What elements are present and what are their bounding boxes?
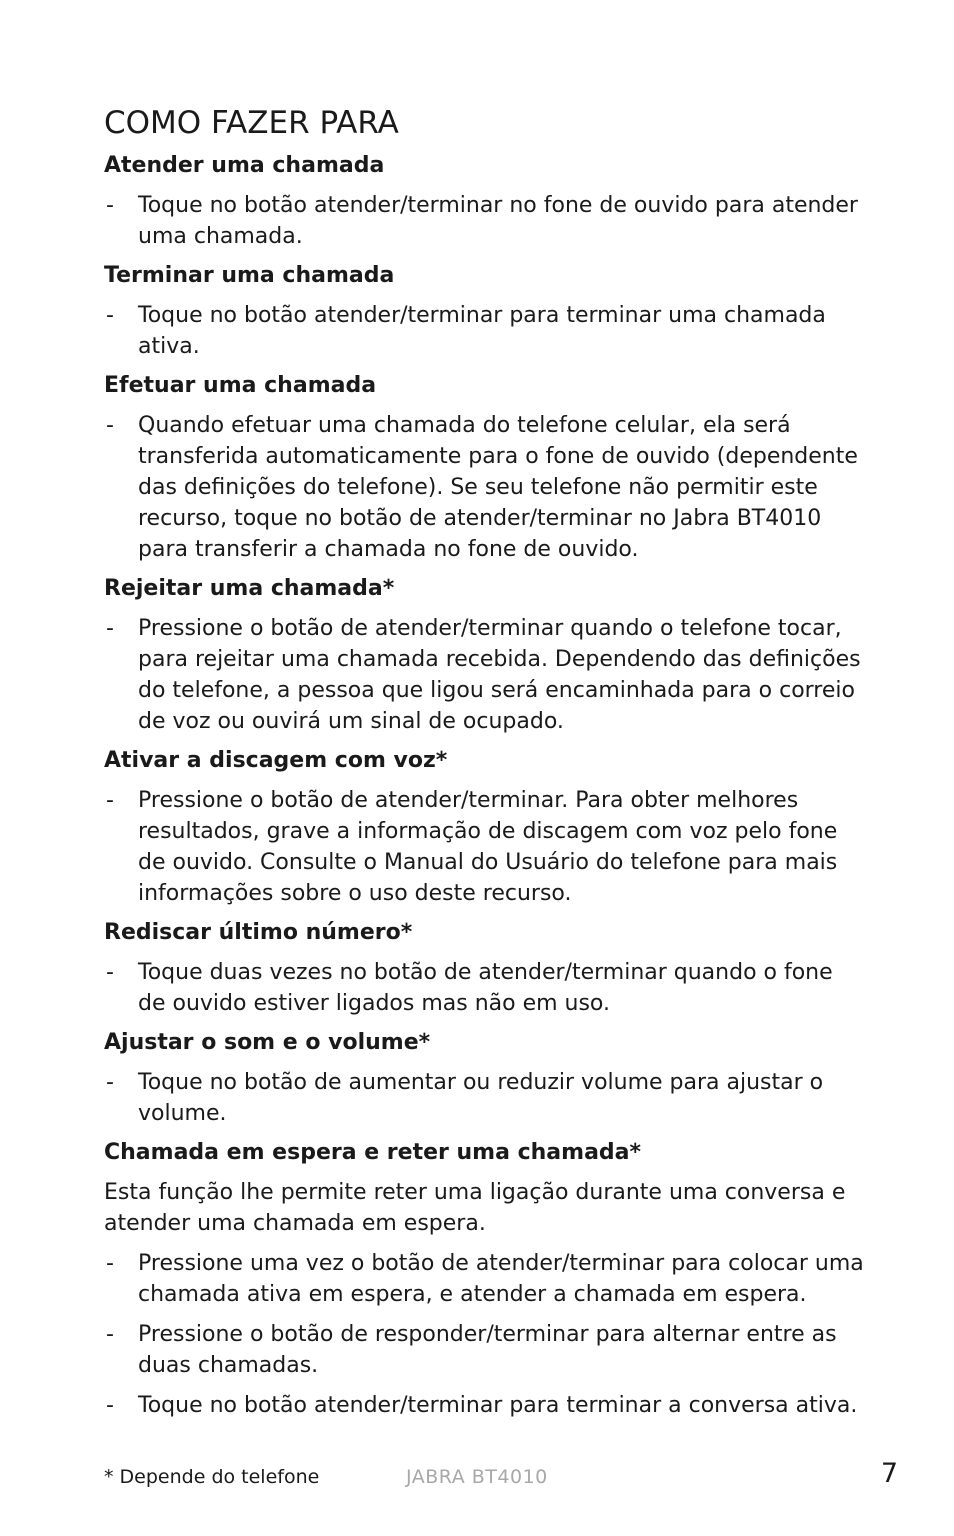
list-item [104,190,864,252]
bullet-dash: - [106,1251,114,1276]
section-heading: Terminar uma chamada [104,263,395,288]
bullet-text: Pressione o botão de atender/terminar. Para obter melhores resultados, grave a informação de discagem com voz pelo fone de ouvido. Consulte o Manual do Usuário do telefone para mais informações sobre o uso deste recurso. [138,788,838,906]
bullet-text: Pressione o botão de responder/terminar para alternar entre as duas chamadas. [138,1322,837,1378]
bullet-text: Toque duas vezes no botão de atender/terminar quando o fone de ouvido estiver ligados mas não em uso. [138,960,833,1016]
page-title: COMO FAZER PARA [104,105,399,141]
list-item [104,957,864,1019]
bullet-list [104,410,864,565]
bullet-dash: - [106,960,114,985]
section-volume [104,1029,864,1129]
bullet-dash: - [106,1393,114,1418]
bullet-dash: - [106,616,114,641]
list-item [104,613,864,737]
section-efetuar [104,372,864,565]
page-number: 7 [880,1458,898,1489]
bullet-text: Quando efetuar uma chamada do telefone celular, ela será transferida automaticamente para o fone de ouvido (dependente das definições do telefone). Se seu telefone não permitir este recurso, toque no botão de atender/terminar no Jabra BT4010 para transferir a chamada no fone de ouvido. [138,413,858,562]
bullet-dash: - [106,1070,114,1095]
bullet-text: Toque no botão de aumentar ou reduzir volume para ajustar o volume. [138,1070,824,1126]
list-item [104,785,864,909]
bullet-text: Pressione uma vez o botão de atender/terminar para colocar uma chamada ativa em espera, e atender a chamada em espera. [138,1251,864,1307]
bullet-text: Toque no botão atender/terminar para terminar uma chamada ativa. [138,303,826,359]
section-rediscar [104,919,864,1019]
bullet-dash: - [106,193,114,218]
list-item [104,1248,864,1310]
bullet-list [104,300,864,362]
section-intro: Esta função lhe permite reter uma ligação durante uma conversa e atender uma chamada em espera. [104,1180,846,1236]
section-rejeitar [104,575,864,737]
bullet-list [104,785,864,909]
list-item [104,1319,864,1381]
bullet-list [104,1067,864,1129]
list-item [104,1067,864,1129]
bullet-list [104,957,864,1019]
section-atender [104,152,864,252]
bullet-text: Toque no botão atender/terminar para terminar a conversa ativa. [138,1393,858,1418]
section-heading: Ativar a discagem com voz* [104,748,448,773]
list-item [104,300,864,362]
bullet-dash: - [106,413,114,438]
bullet-list [104,613,864,737]
bullet-list [104,190,864,252]
list-item [104,410,864,565]
list-item [104,1390,864,1421]
section-terminar [104,262,864,362]
section-discagem-voz [104,747,864,909]
section-chamada-espera [104,1139,864,1421]
section-heading: Efetuar uma chamada [104,373,377,398]
bullet-list [104,1248,864,1421]
bullet-dash: - [106,788,114,813]
bullet-text: Pressione o botão de atender/terminar quando o telefone tocar, para rejeitar uma chamada recebida. Dependendo das definições do telefone, a pessoa que ligou será encaminhada para o correio de voz ou ouvirá um sinal de ocupado. [138,616,861,734]
section-heading: Chamada em espera e reter uma chamada* [104,1140,642,1165]
bullet-text: Toque no botão atender/terminar no fone de ouvido para atender uma chamada. [138,193,858,249]
section-heading: Atender uma chamada [104,153,385,178]
bullet-dash: - [106,303,114,328]
section-heading: Rejeitar uma chamada* [104,576,395,601]
bullet-dash: - [106,1322,114,1347]
page-footer [104,1458,898,1496]
section-heading: Rediscar último número* [104,920,413,945]
footnote: * Depende do telefone [104,1466,320,1488]
section-heading: Ajustar o som e o volume* [104,1030,431,1055]
document-page [104,104,864,1431]
product-name: JABRA BT4010 [406,1466,548,1488]
